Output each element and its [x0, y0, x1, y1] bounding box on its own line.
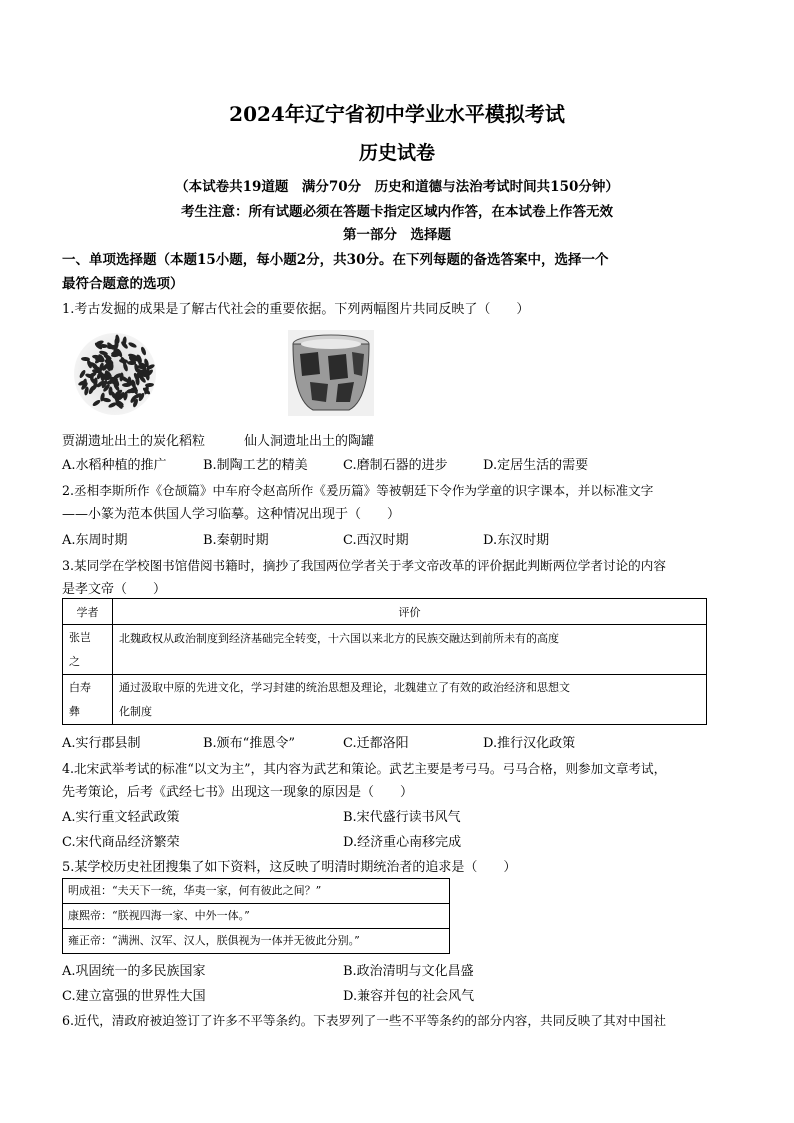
question-1-caption: 贾湖遗址出土的炭化稻粒 仙人洞遗址出土的陶罐	[62, 434, 375, 449]
emperor-quotes-box	[62, 878, 450, 954]
question-3-stem-line1: 3.某同学在学校图书馆借阅书籍时，摘抄了我国两位学者关于孝文帝改革的评价据此判断两位学者讨论的内容	[62, 558, 666, 573]
scholar-name-1: 张岂 之	[63, 625, 113, 675]
rice-grain	[108, 386, 112, 395]
exam-title: 2024年辽宁省初中学业水平模拟考试	[229, 102, 565, 126]
question-3-option-d[interactable]: D.推行汉化政策	[483, 736, 576, 751]
question-3-option-b[interactable]: B.颁布“推恩令”	[203, 736, 295, 751]
quote-yongzheng: 雍正帝：“满洲、汉军、汉人，朕俱视为一体并无彼此分别。”	[68, 934, 360, 947]
comment-1: 北魏政权从政治制度到经济基础完全转变，十六国以来北方的民族交融达到前所未有的高度	[113, 625, 707, 675]
question-5-stem: 5.某学校历史社团搜集了如下资料，这反映了明清时期统治者的追求是（ ）	[62, 860, 517, 875]
question-4-stem-line2: 先考策论，后考《武经七书》出现这一现象的原因是（ ）	[62, 785, 414, 800]
question-5-option-a[interactable]: A.巩固统一的多民族国家	[62, 964, 206, 979]
question-3-option-c[interactable]: C.迁都洛阳	[343, 736, 409, 751]
rice-grain	[113, 382, 121, 392]
question-1-option-a[interactable]: A.水稻种植的推广	[62, 458, 167, 473]
exam-info: （本试卷共19道题 满分70分 历史和道德与法治考试时间共150分钟）	[175, 179, 619, 195]
question-3-stem-line2: 是孝文帝（ ）	[62, 582, 167, 597]
rice-grain	[145, 382, 154, 387]
question-2-stem-line1: 2.丞相李斯所作《仓颉篇》中车府令赵高所作《爰历篇》等被朝廷下令作为学童的识字课本，并以标准文字	[62, 483, 654, 498]
question-5-option-d[interactable]: D.兼容并包的社会风气	[343, 989, 475, 1004]
question-5-option-c[interactable]: C.建立富强的世界性大国	[62, 989, 206, 1004]
quote-kangxi: 康熙帝：“朕视四海一家、中外一体。”	[63, 904, 449, 929]
section-heading-line2: 最符合题意的选项）	[62, 276, 184, 292]
question-2-option-d[interactable]: D.东汉时期	[483, 533, 550, 548]
scholar-name-2: 白寿 彝	[63, 675, 113, 725]
exam-notice: 考生注意：所有试题必须在答题卡指定区域内作答，在本试卷上作答无效	[181, 204, 613, 220]
table-header-comment: 评价	[113, 599, 707, 625]
rice-grain	[101, 397, 111, 403]
section-heading-line1: 一、单项选择题（本题15小题，每小题2分，共30分。在下列每题的备选答案中，选择一个	[62, 252, 609, 268]
part-title: 第一部分 选择题	[343, 227, 451, 243]
question-4-option-b[interactable]: B.宋代盛行读书风气	[343, 810, 461, 825]
rice-grain	[140, 346, 147, 356]
question-2-option-b[interactable]: B.秦朝时期	[203, 533, 269, 548]
comment-2: 通过汲取中原的先进文化，学习封建的统治思想及理论，北魏建立了有效的政治经济和思想文 化制度	[113, 675, 707, 725]
question-6-stem: 6.近代，清政府被迫签订了许多不平等条约。下表罗列了一些不平等条约的部分内容，共同反映了其对中国社	[62, 1013, 666, 1028]
quote-ming-chengzu: 明成祖：“夫天下一统，华夷一家，何有彼此之间？”	[63, 879, 449, 904]
question-3-option-a[interactable]: A.实行郡县制	[62, 736, 141, 751]
table-row	[63, 625, 707, 675]
question-1-stem: 1.考古发掘的成果是了解古代社会的重要依据。下列两幅图片共同反映了（ ）	[62, 302, 530, 317]
table-row	[63, 675, 707, 725]
rice-grain	[120, 340, 129, 349]
rice-grain	[128, 341, 138, 349]
question-2-option-c[interactable]: C.西汉时期	[343, 533, 409, 548]
question-2-option-a[interactable]: A.东周时期	[62, 533, 128, 548]
question-2-stem-line2: ——小篆为范本供国人学习临摹。这种情况出现于（ ）	[62, 507, 401, 522]
question-4-option-d[interactable]: D.经济重心南移完成	[343, 835, 462, 850]
pottery-jar-image	[288, 330, 374, 416]
question-1-option-d[interactable]: D.定居生活的需要	[483, 458, 589, 473]
subject-title: 历史试卷	[358, 142, 435, 164]
question-1-option-c[interactable]: C.磨制石器的进步	[343, 458, 448, 473]
table-header-scholar: 学者	[63, 599, 113, 625]
carbonized-rice-image	[74, 333, 156, 415]
question-5-option-b[interactable]: B.政治清明与文化昌盛	[343, 964, 474, 979]
scholar-comment-table	[62, 598, 707, 725]
question-4-option-c[interactable]: C.宋代商品经济繁荣	[62, 835, 180, 850]
question-4-stem-line1: 4.北宋武举考试的标准“以文为主”，其内容为武艺和策论。武艺主要是考弓马。弓马合格，则参加文章考试，	[62, 761, 667, 776]
question-4-option-a[interactable]: A.实行重文轻武政策	[62, 810, 180, 825]
rice-grain	[91, 399, 101, 407]
question-1-option-b[interactable]: B.制陶工艺的精美	[203, 458, 308, 473]
